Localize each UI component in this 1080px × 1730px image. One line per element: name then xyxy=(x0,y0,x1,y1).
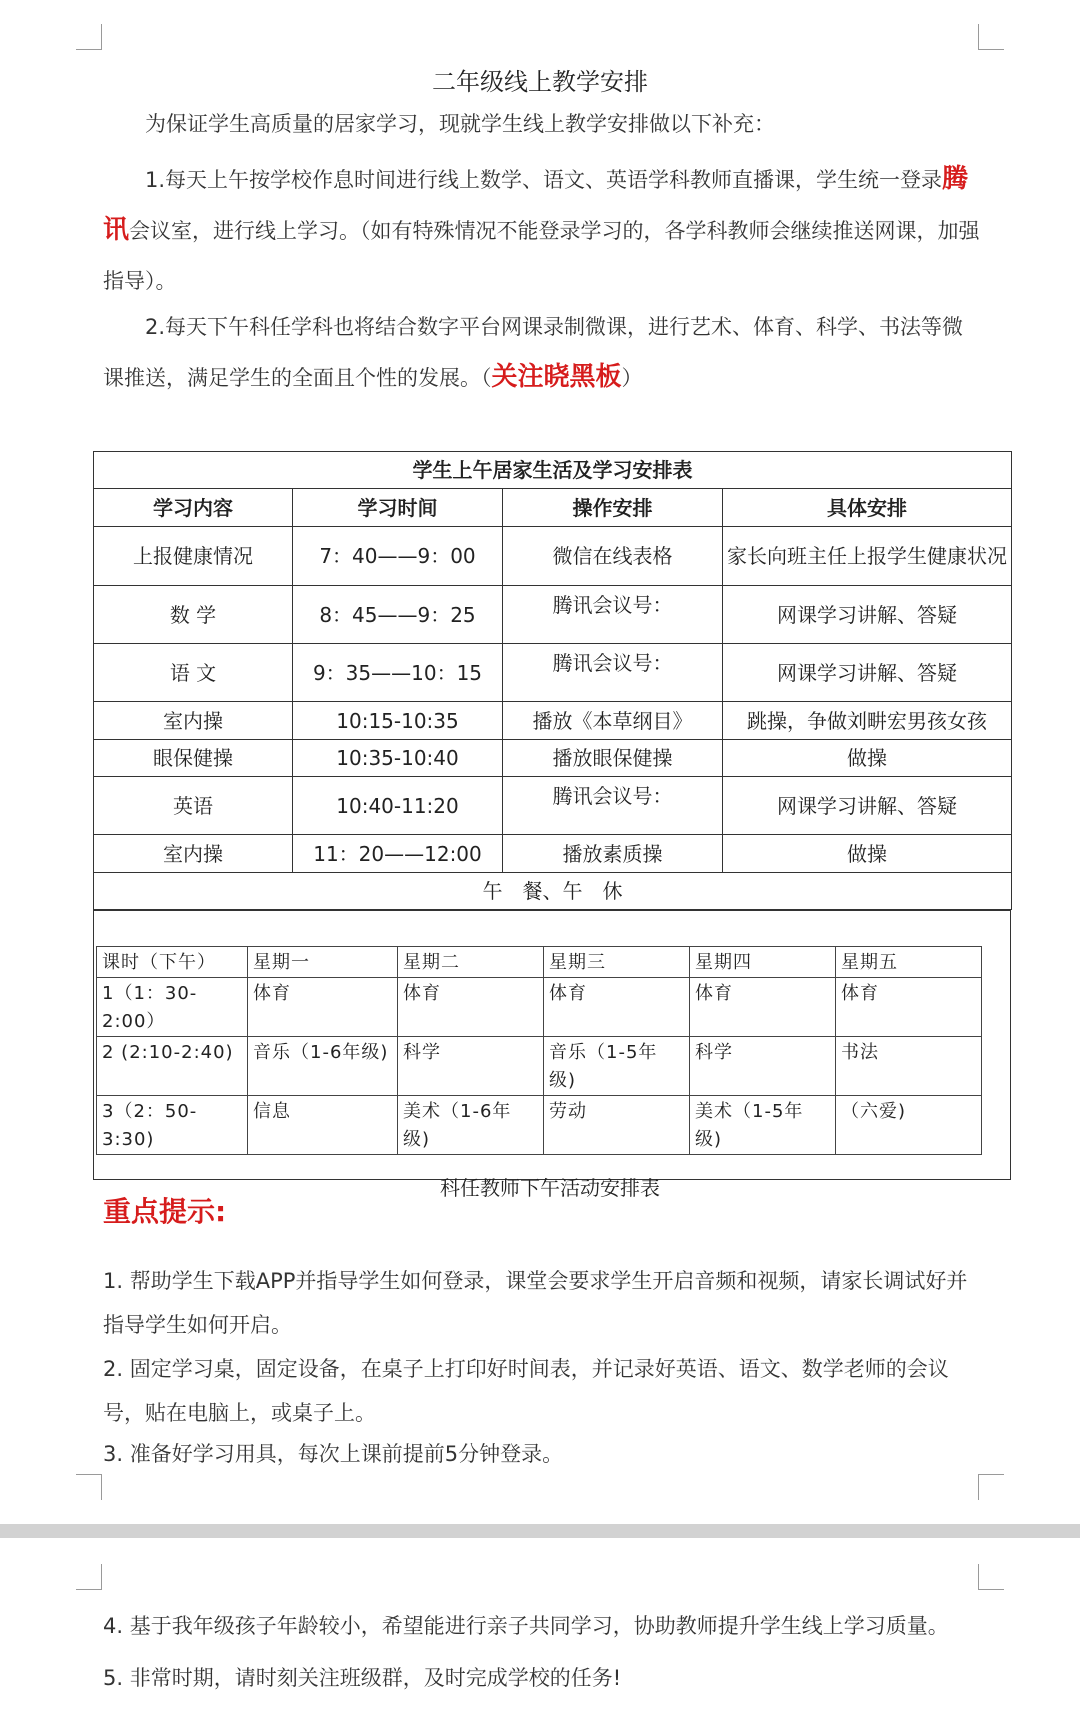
table-cell: 美术（1-5年级) xyxy=(690,1096,836,1155)
table-cell: 腾讯会议号： xyxy=(503,777,723,835)
header-cell: 学习时间 xyxy=(293,489,503,527)
tip-item: 1. 帮助学生下载APP并指导学生如何登录，课堂会要求学生开启音频和视频，请家长调试好并指导学生如何开启。 xyxy=(103,1269,968,1337)
tencent-highlight: 腾讯 xyxy=(103,164,969,245)
page-separator xyxy=(0,1524,1080,1538)
morning-table-caption: 学生上午居家生活及学习安排表 xyxy=(94,452,1012,489)
table-cell: 眼保健操 xyxy=(94,740,293,777)
header-cell: 星期四 xyxy=(690,947,836,978)
paragraph-1-text-b: 会议室，进行线上学习。（如有特殊情况不能登录学习的，各学科教师会继续推送网课，加强指导）。 xyxy=(103,219,980,293)
table-cell: 3（2：50-3:30) xyxy=(97,1096,248,1155)
table-cell: 家长向班主任上报学生健康状况 xyxy=(723,527,1012,586)
xiaoheiban-highlight: 关注晓黑板 xyxy=(491,362,622,392)
table-cell: 腾讯会议号： xyxy=(503,644,723,702)
table-cell: 体育 xyxy=(248,978,398,1037)
table-row xyxy=(94,740,1012,777)
table-cell: 10:40-11:20 xyxy=(293,777,503,835)
tip-item: 5. 非常时期，请时刻关注班级群，及时完成学校的任务! xyxy=(103,1666,622,1690)
table-cell: 跳操，争做刘畊宏男孩女孩 xyxy=(723,702,1012,740)
table-row xyxy=(94,586,1012,644)
morning-schedule-table xyxy=(93,451,1012,910)
table-cell: 播放《本草纲目》 xyxy=(503,702,723,740)
lunch-row xyxy=(94,873,1012,910)
lunch-break-label: 午 餐、午 休 xyxy=(94,873,1012,910)
table-cell: 做操 xyxy=(723,835,1012,873)
table-cell: 美术（1-6年级) xyxy=(398,1096,544,1155)
table-row xyxy=(97,1096,982,1155)
tip-item: 2. 固定学习桌，固定设备，在桌子上打印好时间表，并记录好英语、语文、数学老师的会议号，贴在电脑上，或桌子上。 xyxy=(103,1357,949,1425)
header-cell: 星期三 xyxy=(544,947,690,978)
page-corner-mark xyxy=(76,1564,102,1590)
paragraph-2-text-a: 2.每天下午科任学科也将结合数字平台网课录制微课，进行艺术、体育、科学、书法等微课推送，满足学生的全面且个性的发展。（ xyxy=(103,315,964,390)
table-cell: 网课学习讲解、答疑 xyxy=(723,644,1012,702)
header-cell: 操作安排 xyxy=(503,489,723,527)
afternoon-schedule-table xyxy=(96,946,982,1155)
page-corner-mark xyxy=(76,1474,102,1500)
table-cell: 室内操 xyxy=(94,835,293,873)
table-cell: 室内操 xyxy=(94,702,293,740)
paragraph-2-text-b: ） xyxy=(621,366,643,390)
tip-item: 4. 基于我年级孩子年龄较小，希望能进行亲子共同学习，协助教师提升学生线上学习质量。 xyxy=(103,1614,949,1638)
table-cell: 10:15-10:35 xyxy=(293,702,503,740)
intro-paragraph: 为保证学生高质量的居家学习，现就学生线上教学安排做以下补充： xyxy=(145,112,775,136)
document-page-2 xyxy=(0,1538,1080,1730)
table-cell: 9：35——10：15 xyxy=(293,644,503,702)
table-cell: 8：45——9：25 xyxy=(293,586,503,644)
table-cell: 音乐（1-6年级) xyxy=(248,1037,398,1096)
table-cell: 10:35-10:40 xyxy=(293,740,503,777)
table-cell: 7：40——9：00 xyxy=(293,527,503,586)
page-corner-mark xyxy=(978,1564,1004,1590)
page-corner-mark xyxy=(978,1474,1004,1500)
table-cell: 语 文 xyxy=(94,644,293,702)
header-cell: 星期五 xyxy=(836,947,982,978)
paragraph-1-text-a: 1.每天上午按学校作息时间进行线上数学、语文、英语学科教师直播课，学生统一登录 xyxy=(145,168,943,192)
table-cell: 信息 xyxy=(248,1096,398,1155)
table-cell: 科学 xyxy=(398,1037,544,1096)
page-corner-mark xyxy=(978,24,1004,50)
table-cell: 播放眼保健操 xyxy=(503,740,723,777)
table-cell: 微信在线表格 xyxy=(503,527,723,586)
tip-item: 3. 准备好学习用具，每次上课前提前5分钟登录。 xyxy=(103,1442,564,1466)
table-row xyxy=(97,978,982,1037)
table-cell: 网课学习讲解、答疑 xyxy=(723,777,1012,835)
header-cell: 课时（下午） xyxy=(97,947,248,978)
table-row xyxy=(97,1037,982,1096)
table-row xyxy=(97,947,982,978)
table-cell: 上报健康情况 xyxy=(94,527,293,586)
table-cell: 英语 xyxy=(94,777,293,835)
table-cell: 体育 xyxy=(690,978,836,1037)
table-cell: 科学 xyxy=(690,1037,836,1096)
table-cell: 体育 xyxy=(836,978,982,1037)
table-cell: 书法 xyxy=(836,1037,982,1096)
header-cell: 具体安排 xyxy=(723,489,1012,527)
table-row xyxy=(94,527,1012,586)
table-row xyxy=(94,644,1012,702)
table-cell: 音乐（1-5年级) xyxy=(544,1037,690,1096)
table-cell: 劳动 xyxy=(544,1096,690,1155)
table-cell: 2 (2:10-2:40) xyxy=(97,1037,248,1096)
table-row xyxy=(94,702,1012,740)
table-cell: 11：20——12:00 xyxy=(293,835,503,873)
table-cell: 1（1：30-2:00） xyxy=(97,978,248,1037)
table-cell: 网课学习讲解、答疑 xyxy=(723,586,1012,644)
key-tips-heading: 重点提示: xyxy=(103,1195,227,1228)
header-cell: 星期二 xyxy=(398,947,544,978)
header-cell: 学习内容 xyxy=(94,489,293,527)
table-cell: 体育 xyxy=(398,978,544,1037)
table-cell: 体育 xyxy=(544,978,690,1037)
table-cell: 腾讯会议号： xyxy=(503,586,723,644)
table-cell: （六爱) xyxy=(836,1096,982,1155)
table-row xyxy=(94,777,1012,835)
paragraph-2 xyxy=(103,302,983,403)
page-corner-mark xyxy=(76,24,102,50)
document-title: 二年级线上教学安排 xyxy=(432,68,648,96)
table-cell: 播放素质操 xyxy=(503,835,723,873)
paragraph-1 xyxy=(103,154,983,306)
table-cell: 做操 xyxy=(723,740,1012,777)
table-cell: 数 学 xyxy=(94,586,293,644)
table-row xyxy=(94,835,1012,873)
afternoon-table-caption: 科任教师下午活动安排表 xyxy=(440,1176,660,1200)
header-cell: 星期一 xyxy=(248,947,398,978)
